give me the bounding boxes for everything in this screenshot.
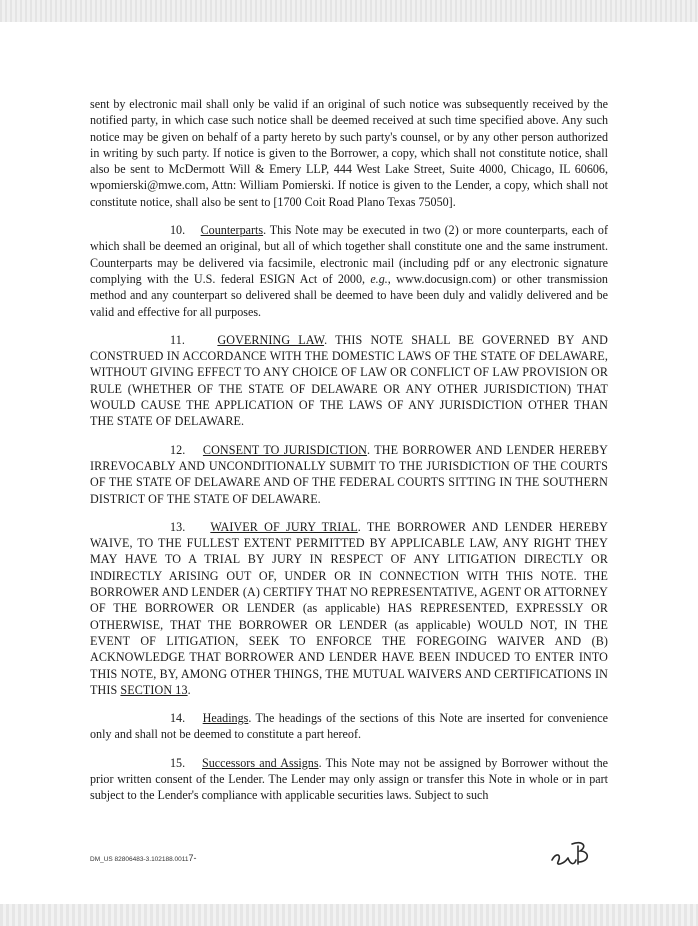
section-text: . This Note may not be assigned by Borrower without the prior written consent of the Lender. The Lender may only assign or transfer this Note in whole or in part subject to the Lender's compliance with applicable securities laws. Subject to such (90, 755, 608, 803)
section-15-successors-and-assigns (90, 755, 608, 804)
section-14-headings (90, 710, 608, 743)
document-footer (90, 853, 197, 863)
section-number: 15. (170, 755, 186, 770)
section-10-counterparts (90, 222, 608, 320)
section-13-waiver-of-jury-trial (90, 519, 608, 698)
page-number: 7- (188, 853, 197, 863)
section-heading: Counterparts (200, 223, 264, 238)
section-text: . THE BORROWER AND LENDER HEREBY WAIVE, TO THE FULLEST EXTENT PERMITTED BY APPLICABLE LAW, ANY RIGHT THEY MAY HAVE TO A TRIAL BY JURY IN RESPECT OF ANY LITIGATION DIRECTLY OR INDIRECTLY ARISING OUT OF, UNDER OR IN CONNECTION WITH THIS NOTE. THE BORROWER AND LENDER (A) CERTIFY THAT NO REPRESENTATIVE, AGENT OR ATTORNEY OF THE BORROWER OR LENDER (as applicable) HAS REPRESENTED, EXPRESSLY OR OTHERWISE, THAT THE BORROWER OR LENDER (as applicable) WOULD NOT, IN THE EVENT OF LITIGATION, SEEK TO ENFORCE THE FOREGOING WAIVER AND (B) ACKNOWLEDGE THAT BORROWER AND LENDER HAVE BEEN INDUCED TO ENTER INTO THIS NOTE, BY, AMONG OTHER THINGS, THE MUTUAL WAIVERS AND CERTIFICATIONS IN THIS (90, 519, 608, 697)
section-number: 13. (170, 519, 186, 534)
section-heading: GOVERNING LAW (217, 332, 325, 347)
section-text-italic: e.g. (370, 271, 388, 286)
handwritten-initials (548, 838, 594, 868)
section-number: 10. (170, 223, 186, 238)
section-text: . This Note may be executed in two (2) or more counterparts, each of which shall be deemed an original, but all of which together shall constitute one and the same instrument. Counterparts may be delivered via facsimile, electronic mail (including pdf or any electronic signature complying with the U.S. federal ESIGN Act of 2000, (90, 223, 609, 286)
section-number: 14. (170, 711, 186, 726)
section-cross-reference: SECTION 13 (120, 682, 188, 697)
section-number: 11. (170, 332, 185, 347)
section-heading: CONSENT TO JURISDICTION (202, 442, 367, 457)
section-text: . THE BORROWER AND LENDER HEREBY IRREVOCABLY AND UNCONDITIONALLY SUBMIT TO THE JURISDICTION OF THE COURTS OF THE STATE OF DELAWARE AND OF THE FEDERAL COURTS SITTING IN THE SOUTHERN DISTRICT OF THE STATE OF DELAWARE. (90, 442, 608, 506)
section-heading: Successors and Assigns (201, 755, 319, 770)
section-text: , www.docusign.com) or other transmission method and any counterpart so delivered shall be deemed to have been duly and validly delivered and be valid and effective for all purposes. (90, 271, 608, 319)
paragraph-notice-continued: sent by electronic mail shall only be valid if an original of such notice was subsequently received by the notified party, in which case such notice shall be deemed received at such time specified above. Any such notice may be given on behalf of a party hereto by such party's counsel, or by any other person authorized in writing by such party. If notice is given to the Borrower, a copy, which shall not constitute notice, shall also be sent to McDermott Will & Emery LLP, 444 West Lake Street, Suite 4000, Chicago, IL 60606, wpomierski@mwe.com, Attn: William Pomierski. If notice is given to the Lender, a copy, which shall not constitute notice, shall also be sent to [1700 Coit Road Plano Texas 75050]. (90, 97, 608, 209)
section-12-consent-to-jurisdiction (90, 442, 608, 507)
section-text: . THIS NOTE SHALL BE GOVERNED BY AND CONSTRUED IN ACCORDANCE WITH THE DOMESTIC LAWS OF THE STATE OF DELAWARE, WITHOUT GIVING EFFECT TO ANY CHOICE OF LAW OR CONFLICT OF LAW PROVISION OR RULE (WHETHER OF THE STATE OF DELAWARE OR ANY OTHER JURISDICTION) THAT WOULD CAUSE THE APPLICATION OF THE LAWS OF ANY JURISDICTION OTHER THAN THE STATE OF DELAWARE. (90, 332, 608, 429)
scan-edge-top (0, 0, 698, 22)
document-page (90, 96, 608, 816)
section-11-governing-law (90, 332, 608, 430)
section-number: 12. (170, 442, 186, 457)
section-heading: Headings (202, 711, 249, 726)
section-text: . The headings of the sections of this Note are inserted for convenience only and shall not be deemed to constitute a part hereof. (90, 711, 609, 742)
section-text: . (187, 682, 191, 697)
section-heading: WAIVER OF JURY TRIAL (210, 519, 358, 534)
scan-edge-bottom (0, 904, 698, 926)
document-id: DM_US 82806483-3.102188.0011 (90, 856, 189, 863)
